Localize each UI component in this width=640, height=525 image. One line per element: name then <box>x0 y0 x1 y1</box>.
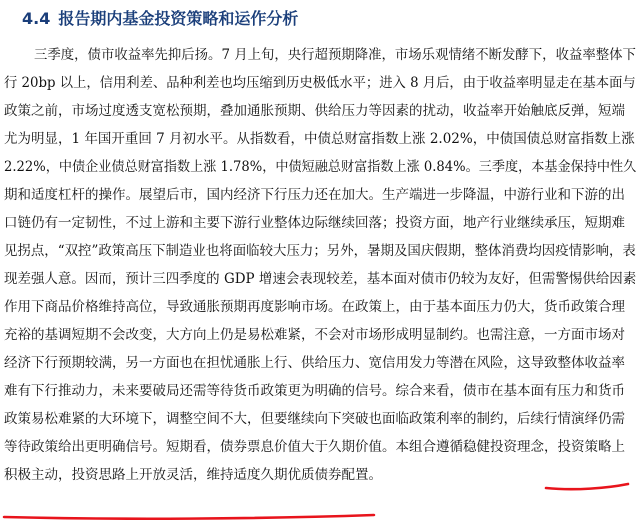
paragraph-line: 现差强人意。因而，预计三四季度的 GDP 增速会表现较差，基本面对债市仍较为友好，但需警惕供给因素 <box>4 271 637 287</box>
paragraph-line: 2.22%，中债企业债总财富指数上涨 1.78%，中债短融总财富指数上涨 0.84%。三季度，本基金保持中性久 <box>4 159 637 175</box>
paragraph-line: 政策之前，市场过度透支宽松预期，叠加通胀预期、供给压力等因素的扰动，收益率开始触底反弹，短端 <box>4 103 625 119</box>
paragraph-line: 积极主动，投资思路上开放灵活，维持适度久期优质债券配置。 <box>4 467 382 483</box>
paragraph-line: 难有下行推动力，未来要破局还需等待货币政策更为明确的信号。综合来看，债市在基本面有压力和货币 <box>4 383 625 399</box>
section-heading <box>22 8 298 30</box>
paragraph-line: 行 20bp 以上，信用利差、品种利差也均压缩到历史极低水平；进入 8 月后，由于收益率明显走在基本面与 <box>4 75 636 91</box>
paragraph-line: 等待政策给出更明确信号。短期看，债券票息价值大于久期价值。本组合遵循稳健投资理念，投资策略上 <box>4 439 625 455</box>
section-title: 报告期内基金投资策略和运作分析 <box>58 9 299 28</box>
paragraph-line: 作用下商品价格维持高位，导致通胀预期再度影响市场。在政策上，由于基本面压力仍大，货币政策合理 <box>4 299 625 315</box>
underline-stroke-upper <box>546 484 628 489</box>
paragraph-line: 充裕的基调短期不会改变，大方向上仍是易松难紧，不会对市场形成明显制约。也需注意，一方面市场对 <box>4 327 625 343</box>
paragraph-line: 政策易松难紧的大环境下，调整空间不大，但要继续向下突破也面临政策利率的制约，后续行情演绎仍需 <box>4 411 625 427</box>
paragraph-line: 尤为明显，1 年国开重回 7 月初水平。从指数看，中债总财富指数上涨 2.02%，中债国债总财富指数上涨 <box>4 131 635 147</box>
paragraph-line: 三季度，债市收益率先抑后扬。7 月上旬，央行超预期降准，市场乐观情绪不断发酵下，收益率整体下 <box>34 47 636 63</box>
paragraph-line: 见拐点，“双控”政策高压下制造业也将面临较大压力；另外，暑期及国庆假期，整体消费均因疫情影响，表 <box>4 243 636 259</box>
section-number: 4.4 <box>22 9 51 28</box>
paragraph-line: 口链仍有一定韧性，不过上游和主要下游行业整体边际继续回落；投资方面，地产行业继续承压，短期难 <box>4 215 625 231</box>
underline-stroke-lower <box>4 515 374 519</box>
paragraph-line: 经济下行预期较满，另一方面也在担忧通胀上行、供给压力、宽信用发力等潜在风险，这导致整体收益率 <box>4 355 625 371</box>
paragraph-line: 期和适度杠杆的操作。展望后市，国内经济下行压力还在加大。生产端进一步降温，中游行业和下游的出 <box>4 187 625 203</box>
